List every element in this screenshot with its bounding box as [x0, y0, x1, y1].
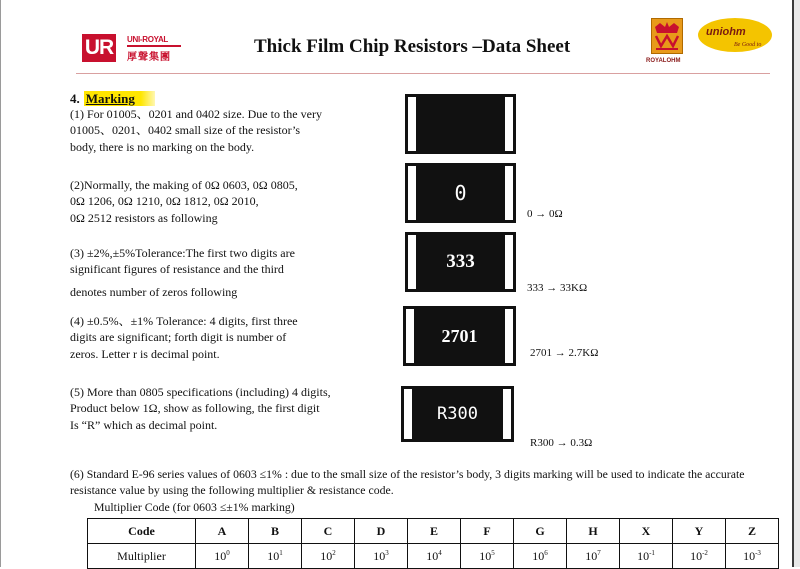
text-line: (5) More than 0805 specifications (including) 4 digits, [70, 385, 331, 399]
table-header-cell: F [461, 519, 514, 544]
table-row [88, 544, 779, 569]
table-header-cell: X [620, 519, 673, 544]
chip-terminal-right [504, 96, 514, 152]
conversion-label: 2701 → 2.7KΩ [530, 347, 599, 359]
multiplier-cell: $10^1$ [249, 544, 302, 569]
uniroyal-ur-logo: UR [82, 34, 116, 62]
chip-marking-code: 0 [454, 181, 467, 205]
table-header-row [88, 519, 779, 544]
brand-underline [127, 45, 181, 47]
chip-marking-code: 2701 [441, 325, 478, 346]
table-header-cell: Code [88, 519, 196, 544]
scrollbar-track[interactable] [794, 0, 800, 567]
text-line: Is “R” which as decimal point. [70, 417, 218, 432]
section-number: 4. [70, 91, 80, 106]
chip-marking-code: 333 [446, 251, 475, 272]
conversion-label: 333 → 33KΩ [527, 282, 588, 294]
conversion-label: 0 → 0Ω [527, 208, 563, 220]
text-line: (1) For 01005、0201 and 0402 size. Due to the very [70, 107, 322, 121]
multiplier-cell: $10^7$ [567, 544, 620, 569]
royalohm-emblem-icon [652, 19, 682, 53]
brand-name-en: UNI-ROYAL [127, 35, 169, 44]
multiplier-cell: $10^4$ [408, 544, 461, 569]
table-header-cell: H [567, 519, 620, 544]
text-line: digits are significant; forth digit is number of [70, 330, 287, 345]
multiplier-cell: $10^3$ [355, 544, 408, 569]
text-line: 0Ω 2512 resistors as following [70, 210, 218, 225]
chip-terminal-left [407, 96, 417, 152]
text-line: denotes number of zeros following [70, 284, 238, 299]
multiplier-cell: $10^{-3}$ [726, 544, 779, 569]
brand-name-cn: 厚聲集團 [127, 52, 171, 63]
multiplier-cell: $10^{-2}$ [673, 544, 726, 569]
chip-marking-code: R300 [437, 404, 478, 424]
uniohm-wordmark: uniohm [706, 26, 746, 38]
royalohm-label: ROYALOHM [646, 58, 681, 64]
conversion-label: R300 → 0.3Ω [530, 437, 593, 449]
text-line: resistance value by using the following multiplier & resistance code. [70, 483, 394, 498]
multiplier-table-caption: Multiplier Code (for 0603 ≤±1% marking) [94, 499, 295, 514]
item-3-text [70, 245, 295, 300]
text-line: zeros. Letter r is decimal point. [70, 346, 220, 361]
item-5-text [70, 384, 331, 433]
multiplier-cell: $10^2$ [302, 544, 355, 569]
text-line: (6) Standard E-96 series values of 0603 ≤1% : due to the small size of the resistor’s body, 3 digits marking will be used to indicate the accurate [70, 467, 745, 481]
uniohm-tagline: Be Good to [734, 42, 762, 48]
item-4-text [70, 313, 298, 362]
item-2-text [70, 177, 298, 226]
table-header-cell: D [355, 519, 408, 544]
table-header-cell: B [249, 519, 302, 544]
text-line: Product below 1Ω, show as following, the first digit [70, 401, 320, 416]
page-left-edge [0, 0, 1, 567]
item-6-text [70, 466, 744, 515]
royalohm-logo [651, 18, 683, 54]
chip-resistor-r300 [401, 386, 514, 442]
text-line: 0Ω 1206, 0Ω 1210, 0Ω 1812, 0Ω 2010, [70, 194, 259, 209]
table-header-cell: E [408, 519, 461, 544]
text-line: 01005、0201、0402 small size of the resistor’s [70, 123, 301, 138]
table-header-cell: Y [673, 519, 726, 544]
chip-resistor-unmarked [405, 94, 516, 154]
multiplier-cell: $10^{-1}$ [620, 544, 673, 569]
text-line: (4) ±0.5%、±1% Tolerance: 4 digits, first three [70, 314, 298, 328]
multiplier-cell: $10^6$ [514, 544, 567, 569]
table-header-cell: Z [726, 519, 779, 544]
chip-resistor-2701 [403, 306, 516, 366]
section-heading [70, 91, 155, 107]
section-title-highlight [84, 91, 155, 106]
multiplier-cell: $10^5$ [461, 544, 514, 569]
header-divider [76, 73, 770, 74]
item-1-text [70, 106, 322, 155]
document-title: Thick Film Chip Resistors –Data Sheet [254, 36, 571, 57]
text-line: (3) ±2%,±5%Tolerance:The first two digits are [70, 246, 295, 260]
table-header-cell: A [196, 519, 249, 544]
table-header-cell: G [514, 519, 567, 544]
chip-resistor-333 [405, 232, 516, 292]
text-line: body, there is no marking on the body. [70, 139, 255, 154]
multiplier-cell: $10^0$ [196, 544, 249, 569]
table-header-cell: C [302, 519, 355, 544]
multiplier-code-table [87, 518, 779, 569]
table-row-label: Multiplier [88, 544, 196, 569]
chip-resistor-zero [405, 163, 516, 223]
text-line: significant figures of resistance and the third [70, 262, 284, 277]
text-line: (2)Normally, the making of 0Ω 0603, 0Ω 0805, [70, 178, 298, 192]
section-title: Marking [85, 91, 135, 106]
